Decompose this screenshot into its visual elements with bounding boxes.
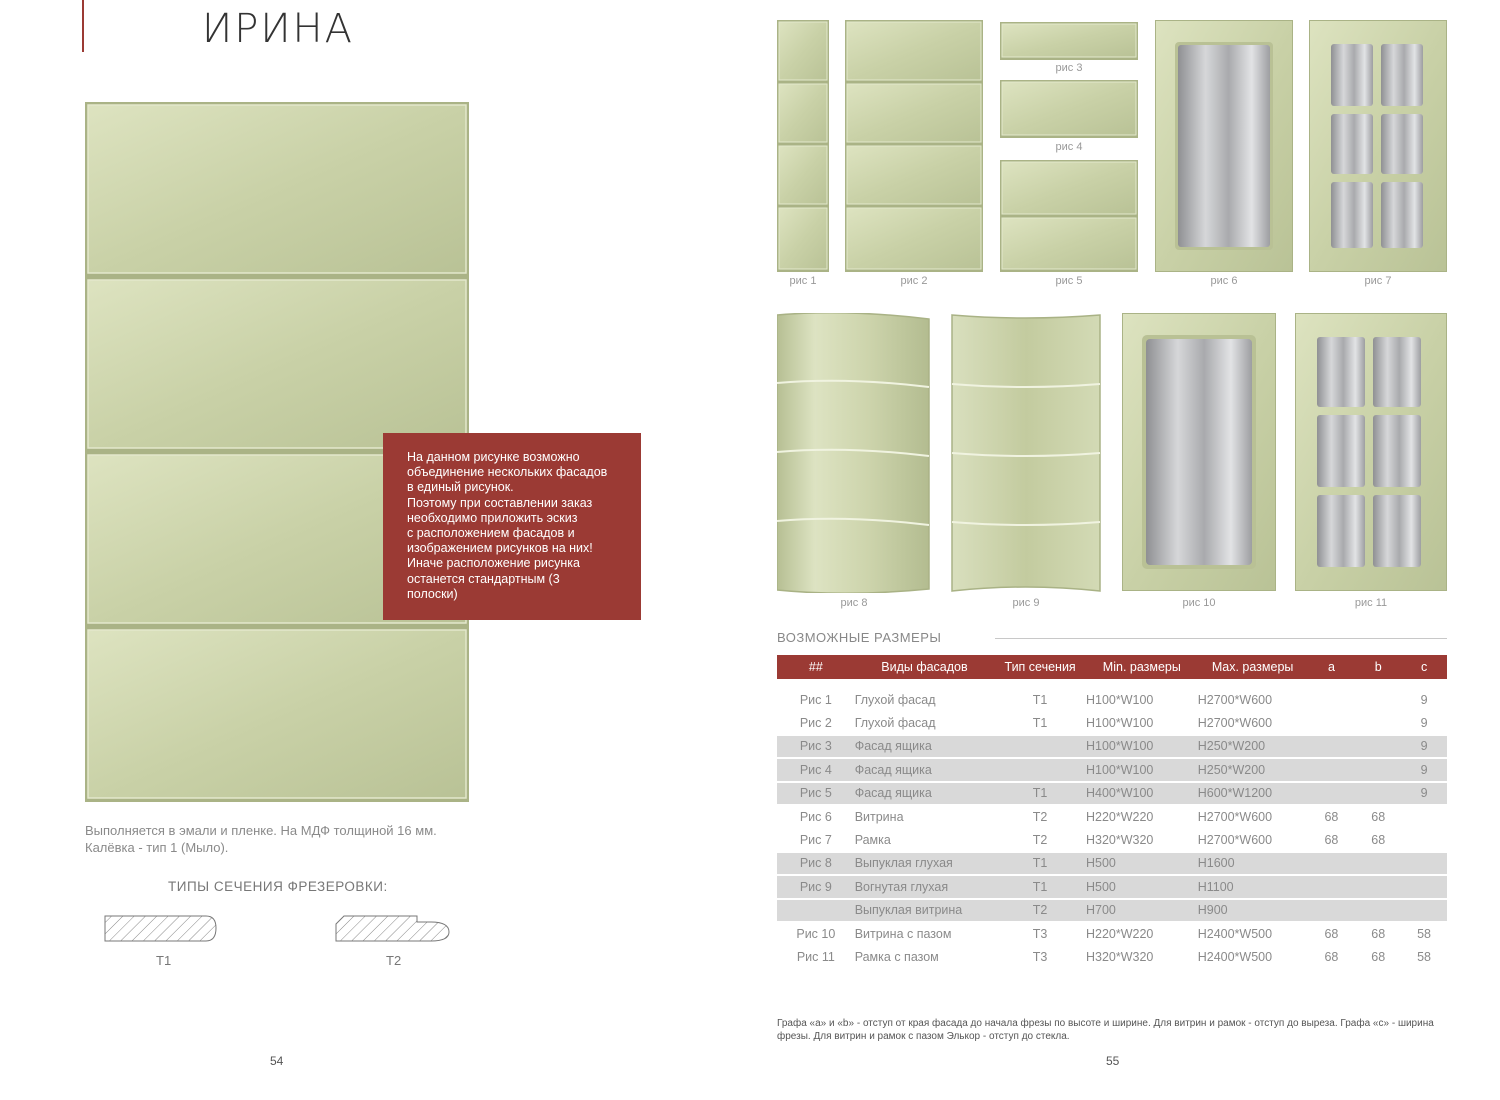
table-cell: Рис 3 [777,736,855,759]
table-cell [1401,853,1447,876]
table-cell [994,736,1086,759]
profile-t1-drawing [104,912,220,944]
facade-ris3-image [1000,22,1138,60]
table-row [777,689,1447,712]
note-line: Иначе расположение рисунка [407,556,581,571]
table-cell: 9 [1401,759,1447,782]
table-cell: H250*W200 [1198,759,1308,782]
table-cell: H900 [1198,900,1308,923]
table-spacer [777,679,1447,689]
footnote-line: фрезы. Для витрин и рамок с пазом Элькор - отступ до стекла. [777,1030,1070,1042]
table-cell: H100*W100 [1086,759,1198,782]
caption-ris3: рис 3 [1055,62,1083,74]
note-line: в единый рисунок. [407,480,514,495]
table-cell: H400*W100 [1086,783,1198,806]
table-cell: H2700*W600 [1198,806,1308,829]
column-header: Виды фасадов [855,655,995,679]
table-cell: H1600 [1198,853,1308,876]
description [85,822,437,856]
note-line: полоски) [407,586,458,601]
table-cell: H100*W100 [1086,712,1198,735]
table-cell: T1 [994,712,1086,735]
table-cell: Рис 11 [777,946,855,969]
profile-t2-label: T2 [386,953,402,968]
table-cell: H2400*W500 [1198,946,1308,969]
column-header: b [1355,655,1401,679]
table-cell [1308,853,1356,876]
note-line: Поэтому при составлении заказ [407,495,593,510]
page-title: ИРИНА [202,6,354,52]
facade-ris11-image [1295,313,1447,591]
footnote-line: Графа «a» и «b» - отступ от края фасада до начала фрезы по высоте и ширине. Для витрин и рамок - отступ до выреза. Графа «c» - ширина [777,1018,1434,1029]
table-cell: H100*W100 [1086,689,1198,712]
table-cell: 68 [1308,923,1356,946]
description-line: Выполняется в эмали и пленке. На МДФ толщиной 16 мм. [85,823,437,838]
table-cell: T2 [994,829,1086,852]
info-note [383,433,641,620]
table-cell: Глухой фасад [855,712,995,735]
table-cell [1401,876,1447,899]
table-cell: T3 [994,923,1086,946]
table-cell [1355,736,1401,759]
table-cell: T3 [994,946,1086,969]
note-line: с расположением фасадов и [407,526,575,541]
caption-ris1: рис 1 [789,275,817,287]
table-cell [1308,900,1356,923]
table-cell: H600*W1200 [1198,783,1308,806]
table-cell: Рис 7 [777,829,855,852]
table-cell: 9 [1401,712,1447,735]
note-line: объединение нескольких фасадов [407,465,608,480]
table-cell: Рис 9 [777,876,855,899]
caption-ris2: рис 2 [900,275,928,287]
table-row [777,736,1447,759]
table-cell: H2700*W600 [1198,712,1308,735]
table-cell: H500 [1086,853,1198,876]
facade-ris10-image [1122,313,1276,591]
accent-bar [82,0,84,52]
table-row [777,759,1447,782]
table-cell: Рамка с пазом [855,946,995,969]
table-row [777,923,1447,946]
table-cell: 68 [1355,946,1401,969]
table-cell: H320*W320 [1086,946,1198,969]
table-cell: T1 [994,853,1086,876]
table-cell: Выпуклая витрина [855,900,995,923]
facade-ris4-image [1000,80,1138,138]
table-cell [1308,783,1356,806]
table-row [777,876,1447,899]
table-row [777,900,1447,923]
table-row [777,853,1447,876]
table-cell: H100*W100 [1086,736,1198,759]
table-cell [1308,759,1356,782]
facade-ris8-image [777,313,931,593]
table-cell: 68 [1308,829,1356,852]
caption-ris10: рис 10 [1182,597,1216,609]
table-cell: T1 [994,689,1086,712]
table-cell: Рис 1 [777,689,855,712]
caption-ris5: рис 5 [1055,275,1083,287]
table-cell: Фасад ящика [855,736,995,759]
table-cell [1401,829,1447,852]
table-cell: Рис 4 [777,759,855,782]
column-header: Min. размеры [1086,655,1198,679]
column-header: ## [777,655,855,679]
facade-ris6-image [1155,20,1293,272]
table-cell: Рис 8 [777,853,855,876]
footnote [777,1018,1457,1043]
table-cell [777,900,855,923]
table-row [777,806,1447,829]
table-cell: 68 [1355,923,1401,946]
table-row [777,712,1447,735]
caption-ris7: рис 7 [1364,275,1392,287]
table-cell: H220*W220 [1086,923,1198,946]
table-cell: 68 [1355,806,1401,829]
caption-ris4: рис 4 [1055,141,1083,153]
caption-ris6: рис 6 [1210,275,1238,287]
table-row [777,783,1447,806]
facade-ris1-image [777,20,829,272]
table-cell: H250*W200 [1198,736,1308,759]
table-cell: Вогнутая глухая [855,876,995,899]
table-cell: 9 [1401,689,1447,712]
table-cell [1355,853,1401,876]
column-header: c [1401,655,1447,679]
table-cell [1308,876,1356,899]
table-cell: Глухой фасад [855,689,995,712]
table-cell: Рис 5 [777,783,855,806]
table-cell: Рис 10 [777,923,855,946]
table-cell: 58 [1401,946,1447,969]
table-cell: Рис 2 [777,712,855,735]
table-cell: 68 [1308,806,1356,829]
table-cell: H500 [1086,876,1198,899]
table-cell [1308,712,1356,735]
table-cell: T2 [994,900,1086,923]
table-cell: Рамка [855,829,995,852]
table-cell [1401,900,1447,923]
milling-types-title: ТИПЫ СЕЧЕНИЯ ФРЕЗЕРОВКИ: [168,879,388,894]
table-cell [1355,876,1401,899]
table-cell [1308,689,1356,712]
profile-t2-drawing [335,912,453,944]
table-cell [994,759,1086,782]
table-cell: 68 [1355,829,1401,852]
table-cell: Фасад ящика [855,783,995,806]
table-cell: H220*W220 [1086,806,1198,829]
page-number-left: 54 [270,1054,284,1068]
table-cell: T1 [994,876,1086,899]
table-row [777,829,1447,852]
table-cell [1355,900,1401,923]
table-cell [1355,689,1401,712]
table-cell: Рис 6 [777,806,855,829]
table-cell: H700 [1086,900,1198,923]
table-cell: H1100 [1198,876,1308,899]
table-cell [1308,736,1356,759]
table-cell [1355,712,1401,735]
table-cell: H2700*W600 [1198,689,1308,712]
table-cell: T2 [994,806,1086,829]
table-cell: 9 [1401,736,1447,759]
table-cell: Витрина с пазом [855,923,995,946]
caption-ris11: рис 11 [1354,597,1388,609]
note-line: изображением рисунков на них! [407,541,593,556]
table-header-row [777,655,1447,679]
table-cell: Фасад ящика [855,759,995,782]
table-cell: 9 [1401,783,1447,806]
table-cell: 58 [1401,923,1447,946]
table-row [777,946,1447,969]
profile-t1-label: T1 [156,953,172,968]
section-divider [995,638,1447,639]
facade-ris2-image [845,20,983,272]
sizes-section-title: ВОЗМОЖНЫЕ РАЗМЕРЫ [777,630,942,645]
note-line: останется стандартным (3 [407,571,560,586]
note-line: На данном рисунке возможно [407,450,580,464]
note-line: необходимо приложить эскиз [407,510,578,525]
caption-ris8: рис 8 [840,597,868,609]
table-cell [1401,806,1447,829]
table-cell: 68 [1308,946,1356,969]
column-header: Max. размеры [1198,655,1308,679]
sizes-table [777,655,1447,970]
facade-ris9-image [950,313,1102,593]
column-header: a [1308,655,1356,679]
table-cell: Выпуклая глухая [855,853,995,876]
description-line: Калёвка - тип 1 (Мыло). [85,840,229,855]
table-cell [1355,759,1401,782]
table-cell [1355,783,1401,806]
table-cell: H2700*W600 [1198,829,1308,852]
facade-ris5-image [1000,160,1138,272]
table-cell: T1 [994,783,1086,806]
caption-ris9: рис 9 [1012,597,1040,609]
page-number-right: 55 [1106,1054,1120,1068]
table-cell: Витрина [855,806,995,829]
table-cell: H320*W320 [1086,829,1198,852]
column-header: Тип сечения [994,655,1086,679]
facade-ris7-image [1309,20,1447,272]
table-cell: H2400*W500 [1198,923,1308,946]
